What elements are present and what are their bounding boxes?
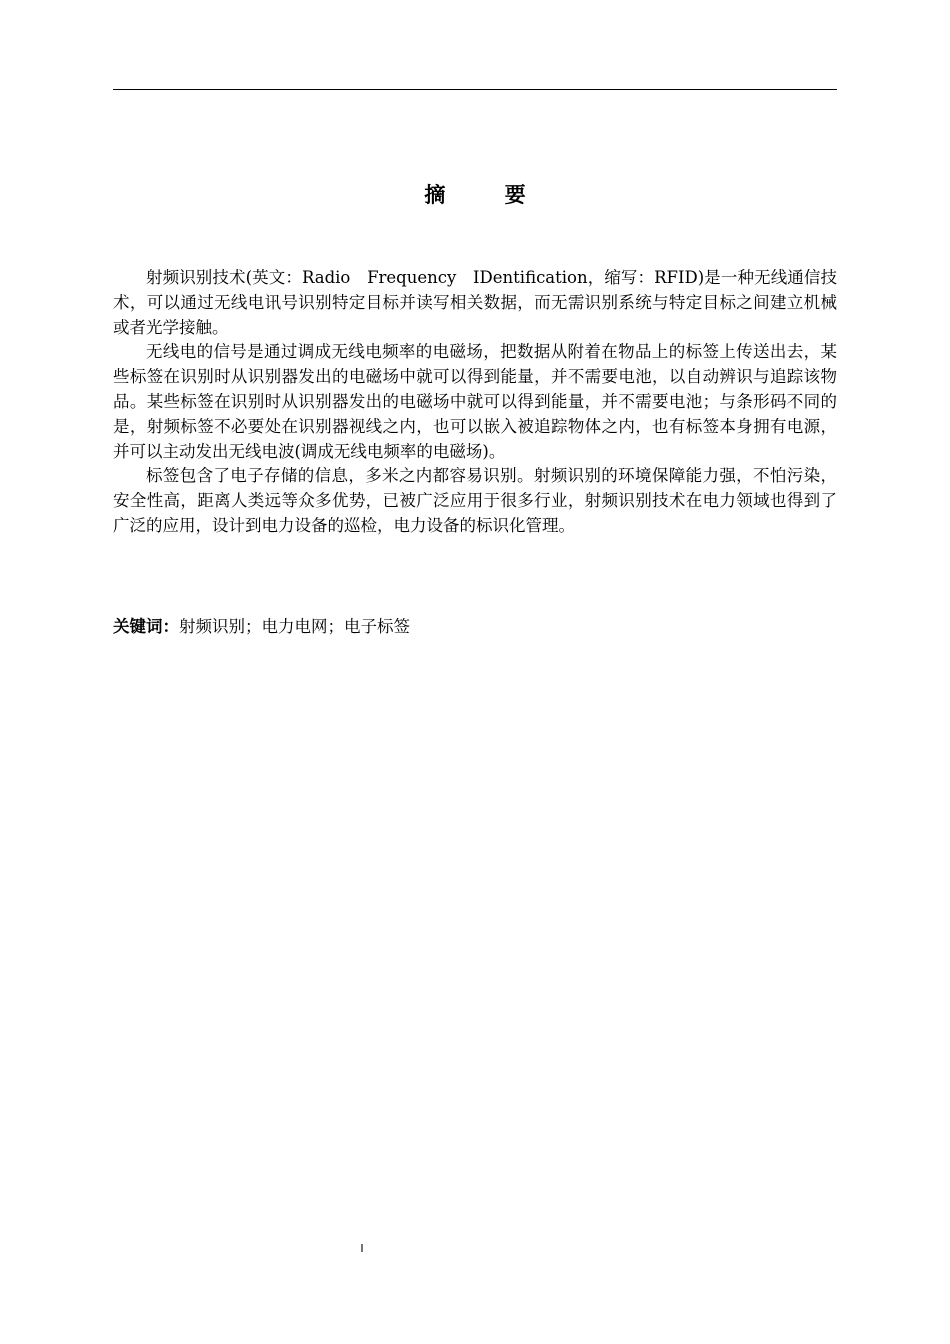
keywords-line xyxy=(113,614,837,640)
paragraph-1-lead: 射频识别技术(英文：Radio Frequency IDentification，缩写：RFID)是一种 xyxy=(146,268,755,287)
abstract-paragraph-2: 无线电的信号是通过调成无线电频率的电磁场，把数据从附着在物品上的标签上传送出去，某些标签在识别时从识别器发出的电磁场中就可以得到能量，并不需要电池，以自动辨识与追踪该物品。某些标签在识别时从识别器发出的电磁场中就可以得到能量，并不需要电池；与条形码不同的是，射频标签不必要处在识别器视线之内，也可以嵌入被追踪物体之内，也有标签本身拥有电源，并可以主动发出无线电波(调成无线电频率的电磁场)。 xyxy=(113,342,837,461)
page-number: I xyxy=(360,1242,364,1255)
abstract-body xyxy=(113,266,837,539)
abstract-paragraph-1 xyxy=(113,266,837,340)
page-title: 摘 要 xyxy=(424,183,552,207)
keywords-label: 关键词： xyxy=(113,617,179,636)
paragraph-1-term: 无线通信技术 xyxy=(113,268,838,312)
paragraph-1-rest: ，可以通过无线电讯号识别特定目标并读写相关数据，而无需识别系统与特定目标之间建立机械或者光学接触。 xyxy=(113,292,838,337)
keywords-value: 射频识别；电力电网；电子标签 xyxy=(179,617,410,636)
abstract-paragraph-3: 标签包含了电子存储的信息，多米之内都容易识别。射频识别的环境保障能力强，不怕污染，安全性高，距离人类远等众多优势，已被广泛应用于很多行业，射频识别技术在电力领域也得到了广泛的应用，设计到电力设备的巡检，电力设备的标识化管理。 xyxy=(113,466,837,535)
header-rule xyxy=(113,89,837,90)
